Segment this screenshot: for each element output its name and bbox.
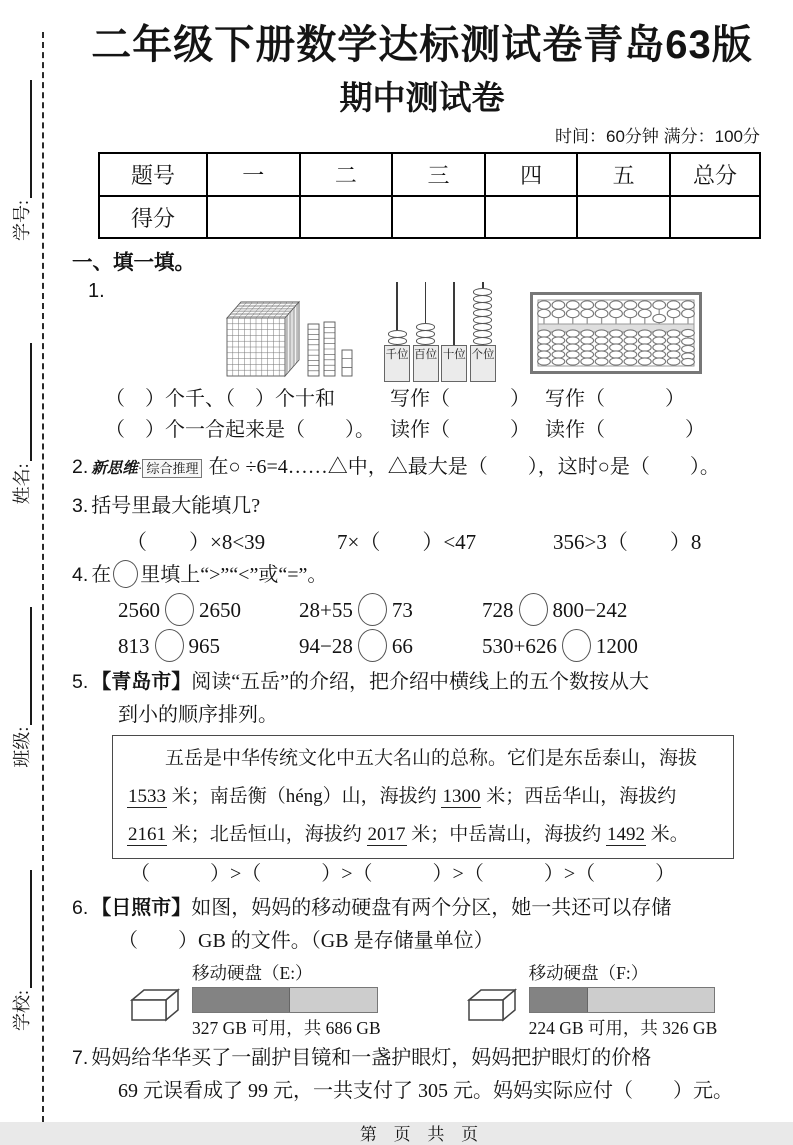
question-7-line1: 妈妈给华华买了一副护目镜和一盏护眼灯，妈妈把护眼灯的价格 bbox=[91, 1047, 652, 1069]
q1-row1-left: （ ）个千、（ ）个十和 bbox=[105, 388, 335, 410]
disk-used-portion bbox=[193, 988, 290, 1012]
score-label-cell: 得分 bbox=[99, 196, 207, 238]
question-2-text: 在○ ÷6=4……△中，△最大是（ ），这时○是（ ）。 bbox=[208, 456, 720, 478]
score-header-cell: 四 bbox=[485, 153, 578, 196]
score-table-header-row bbox=[99, 153, 760, 196]
question-2-number: 2. bbox=[72, 456, 89, 478]
rack-bead bbox=[388, 337, 407, 345]
seal-field-label: 姓名: bbox=[12, 463, 32, 505]
counting-rack-figure bbox=[384, 282, 496, 382]
elevation-number: 1492 bbox=[607, 824, 646, 845]
place-label: 千位 bbox=[384, 345, 410, 382]
comparison-item bbox=[299, 592, 482, 628]
compare-left: 28+55 bbox=[299, 598, 353, 622]
q4-heading-post: 里填上“>”“<”或“=”。 bbox=[140, 564, 328, 586]
seal-field-student-number bbox=[8, 80, 34, 241]
question-5-city-tag: 【青岛市】 bbox=[91, 671, 192, 693]
compare-left: 530+626 bbox=[482, 634, 557, 658]
disk-name: 移动硬盘（F:） bbox=[528, 963, 649, 983]
place-label: 百位 bbox=[413, 345, 439, 382]
score-empty-cell bbox=[485, 196, 578, 238]
disk-caption: 224 GB 可用，共 326 GB bbox=[528, 1018, 718, 1038]
drive-box-icon bbox=[126, 986, 184, 1026]
info-text: 米；南岳衡（héng）山，海拔约 bbox=[167, 786, 442, 807]
question-5-number: 5. bbox=[72, 671, 89, 693]
info-text: 米；西岳华山，海拔约 bbox=[481, 786, 677, 807]
question-1-answer-row-2 bbox=[72, 415, 772, 446]
question-1-figures bbox=[72, 280, 772, 384]
rack-bead bbox=[416, 337, 435, 345]
seal-underline bbox=[10, 607, 32, 725]
score-empty-cell bbox=[392, 196, 485, 238]
compare-left: 728 bbox=[482, 598, 514, 622]
rack-column-thousands bbox=[384, 282, 410, 382]
question-6-city-tag: 【日照市】 bbox=[91, 897, 192, 919]
comparison-item bbox=[118, 592, 299, 628]
disk-f-detail bbox=[529, 962, 718, 1040]
score-empty-cell bbox=[577, 196, 670, 238]
page-title: 二年级下册数学达标测试卷青岛63版 bbox=[91, 23, 753, 67]
elevation-number: 2161 bbox=[128, 824, 166, 845]
compare-right: 73 bbox=[391, 598, 413, 622]
question-2: 2. 新思维· 综合推理 在○ ÷6=4……△中，△最大是（ ），这时○是（ ）。 bbox=[72, 456, 720, 478]
circle-blank bbox=[358, 593, 387, 626]
disk-name: 移动硬盘（E:） bbox=[192, 963, 313, 983]
seal-underline bbox=[10, 870, 32, 988]
rack-beads bbox=[384, 331, 410, 345]
elevation-number: 2017 bbox=[367, 824, 406, 845]
rack-beads bbox=[470, 289, 496, 345]
disk-usage-bar bbox=[529, 987, 715, 1013]
elevation-number: 1533 bbox=[128, 786, 166, 807]
q1-row2-left: （ ）个一合起来是（ ）。 bbox=[105, 419, 375, 441]
disk-e-detail bbox=[192, 962, 381, 1040]
score-empty-cell bbox=[670, 196, 760, 238]
circle-blank bbox=[155, 629, 184, 662]
rack-column-hundreds bbox=[413, 282, 439, 382]
info-text: 五岳是中华传统文化中五大名山的总称。它们是东岳泰山，海拔 bbox=[165, 748, 698, 769]
compare-right: 2650 bbox=[199, 598, 241, 622]
question-6-line2: （ ）GB 的文件。（GB 是存储量单位） bbox=[118, 930, 494, 952]
q1-row1-right: 写作（ ） bbox=[545, 388, 685, 410]
question-6 bbox=[72, 892, 772, 958]
q1-row2-mid: 读作（ ） bbox=[390, 419, 530, 441]
disk-e-figure bbox=[126, 962, 381, 1040]
score-table bbox=[98, 152, 761, 239]
info-text: 米；中岳嵩山，海拔约 bbox=[406, 824, 607, 845]
circle-blank bbox=[113, 560, 138, 588]
disk-used-portion bbox=[530, 988, 588, 1012]
section-one-heading: 一、填一填。 bbox=[72, 251, 195, 274]
rack-rod bbox=[453, 282, 455, 346]
score-header-cell: 三 bbox=[392, 153, 485, 196]
disk-caption: 327 GB 可用，共 686 GB bbox=[192, 1018, 381, 1038]
q4-heading-pre: 在 bbox=[91, 564, 112, 586]
disk-f-figure bbox=[463, 962, 718, 1040]
question-4-row-2 bbox=[72, 628, 772, 664]
question-1-answer-row-1 bbox=[72, 384, 772, 415]
rack-bead bbox=[473, 337, 492, 345]
q3-item: （ ）×8<39 bbox=[126, 530, 266, 554]
question-6-line1: 如图，妈妈的移动硬盘有两个分区，她一共还可以存储 bbox=[191, 897, 672, 919]
base-ten-blocks-figure bbox=[224, 288, 364, 382]
compare-right: 66 bbox=[391, 634, 413, 658]
question-7-number: 7. bbox=[72, 1047, 89, 1069]
score-empty-cell bbox=[300, 196, 393, 238]
compare-right: 1200 bbox=[595, 634, 638, 658]
exam-meta: 时间：60分钟 满分：100分 bbox=[555, 127, 760, 146]
footer-page-label: 第 页 共 页 bbox=[359, 1125, 485, 1144]
place-label: 十位 bbox=[441, 345, 467, 382]
seal-field-label: 学号: bbox=[12, 200, 32, 242]
score-empty-cell bbox=[207, 196, 300, 238]
question-4-row-1 bbox=[72, 592, 772, 628]
score-header-cell: 题号 bbox=[99, 153, 207, 196]
seal-field-school bbox=[8, 870, 34, 1031]
rack-column-ones bbox=[470, 282, 496, 382]
disk-figures bbox=[126, 962, 772, 1040]
elevation-number: 1300 bbox=[442, 786, 481, 807]
seal-underline bbox=[10, 80, 32, 198]
question-3-items bbox=[72, 525, 772, 559]
q1-row2-right: 读作（ ） bbox=[545, 419, 705, 441]
compare-left: 813 bbox=[118, 634, 150, 658]
question-6-number: 6. bbox=[72, 897, 89, 919]
question-3-number: 3. bbox=[72, 495, 89, 517]
seal-underline bbox=[10, 343, 32, 461]
score-header-cell: 二 bbox=[300, 153, 393, 196]
place-label: 个位 bbox=[470, 345, 496, 382]
seal-student-info bbox=[0, 32, 42, 1119]
score-header-cell: 五 bbox=[577, 153, 670, 196]
comparison-item bbox=[482, 628, 772, 664]
q1-row1-mid: 写作（ ） bbox=[390, 388, 530, 410]
score-header-cell: 一 bbox=[207, 153, 300, 196]
compare-left: 94−28 bbox=[299, 634, 353, 658]
question-5-line2: 到小的顺序排列。 bbox=[118, 704, 278, 726]
score-table-score-row bbox=[99, 196, 760, 238]
info-text: 米。 bbox=[646, 824, 689, 845]
question-4-number: 4. bbox=[72, 564, 89, 586]
comparison-item bbox=[482, 592, 772, 628]
score-header-cell: 总分 bbox=[670, 153, 760, 196]
rack-column-tens bbox=[441, 282, 467, 382]
question-4-heading bbox=[72, 559, 772, 592]
question-1-number: 1. bbox=[88, 280, 105, 302]
circle-blank bbox=[165, 593, 194, 626]
circle-blank bbox=[562, 629, 591, 662]
drive-box-icon bbox=[463, 986, 521, 1026]
compare-right: 800−242 bbox=[552, 598, 628, 622]
five-mountains-info-box bbox=[112, 735, 734, 859]
seal-field-class bbox=[8, 607, 34, 768]
question-5-line1: 阅读“五岳”的介绍，把介绍中横线上的五个数按从大 bbox=[191, 671, 650, 693]
q3-item: 356>3（ ）8 bbox=[553, 530, 702, 554]
disk-usage-bar bbox=[192, 987, 378, 1013]
comparison-item bbox=[299, 628, 482, 664]
seal-dashed-line bbox=[42, 32, 44, 1122]
question-3-heading bbox=[72, 490, 772, 523]
seal-field-label: 学校: bbox=[12, 989, 32, 1031]
seal-field-label: 班级: bbox=[12, 726, 32, 768]
seal-field-name bbox=[8, 343, 34, 504]
comparison-item bbox=[118, 628, 299, 664]
question-7-line2: 69 元误看成了 99 元，一共支付了 305 元。妈妈实际应付（ ）元。 bbox=[118, 1080, 733, 1102]
q3-item: 7×（ ）<47 bbox=[337, 530, 477, 554]
circle-blank bbox=[519, 593, 548, 626]
rack-beads bbox=[413, 324, 439, 345]
question-7 bbox=[72, 1042, 772, 1108]
question-3-text: 括号里最大能填几? bbox=[91, 495, 261, 517]
page-subtitle: 期中测试卷 bbox=[339, 79, 505, 116]
question-5 bbox=[72, 666, 772, 732]
info-text: 米；北岳恒山，海拔约 bbox=[167, 824, 367, 845]
circle-blank bbox=[358, 629, 387, 662]
compare-left: 2560 bbox=[118, 598, 160, 622]
compare-right: 965 bbox=[188, 634, 220, 658]
abacus-figure bbox=[530, 292, 702, 374]
question-5-answer-line: （ ）>（ ）>（ ）>（ ）>（ ） bbox=[130, 863, 676, 885]
